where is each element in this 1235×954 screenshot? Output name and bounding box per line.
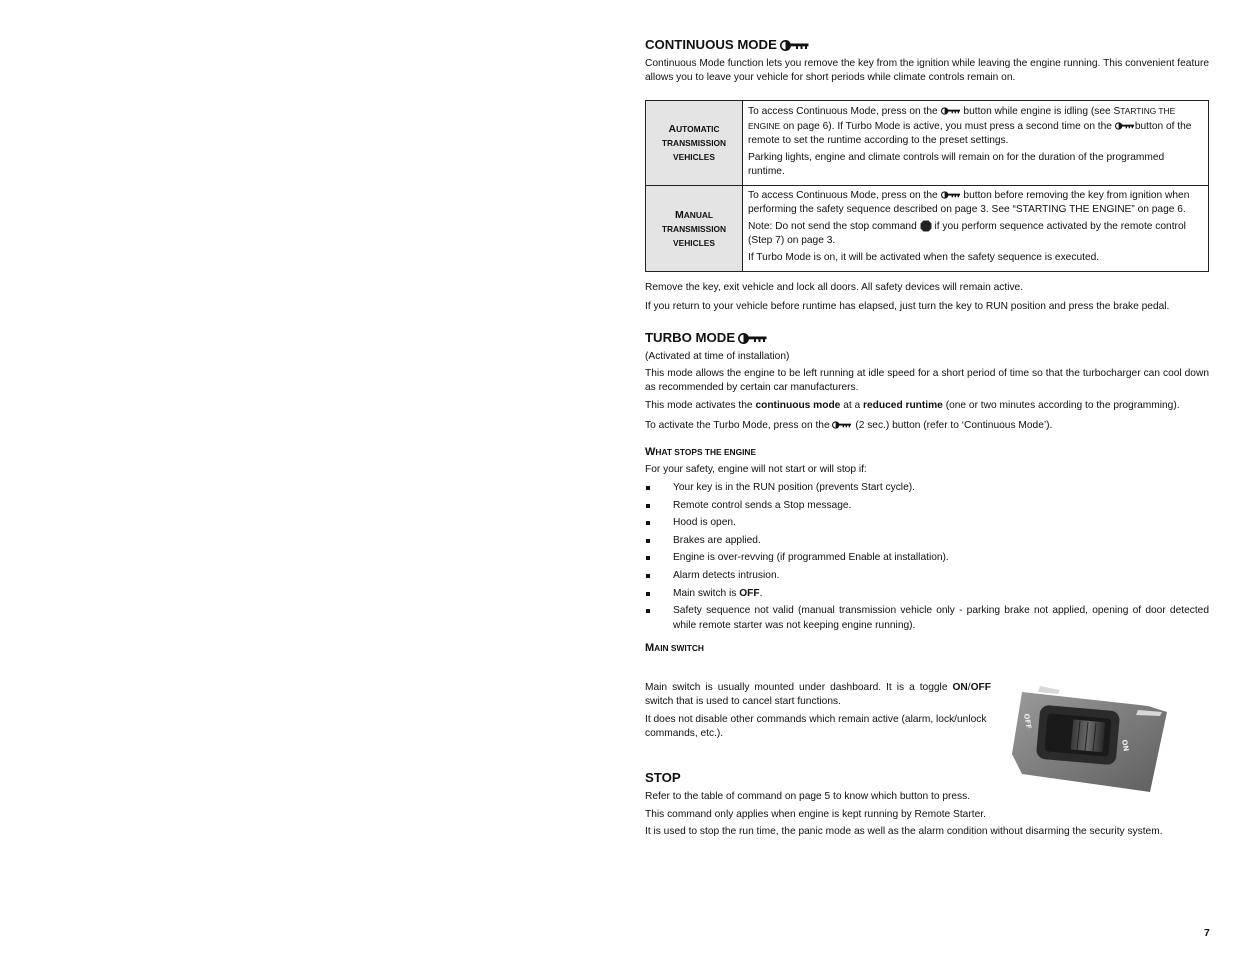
main-switch-photo [1010,684,1170,796]
list-item: Remote control sends a Stop message. [645,499,1209,513]
automatic-description: To access Continuous Mode, press on the button while engine is idling (see STARTING THE ENGINE on page 6). If Turbo Mode is active, you must press a second time on the button of the remote to set the runtime according to the preset settings. Parking lights, engine and climate controls will remain on for the duration of the programmed runtime. [743,101,1209,186]
list-item: Engine is over-revving (if programmed Enable at installation). [645,551,1209,565]
main-switch-p2: It does not disable other commands which remain active (alarm, lock/unlock commands, etc.). [645,714,987,740]
key-icon [941,107,961,115]
continuous-intro: Continuous Mode function lets you remove the key from the ignition while leaving the engine running. This convenient feature allows you to leave your vehicle for short periods while climate controls remain on. [645,58,1209,84]
turbo-p3: This mode activates the continuous mode at a reduced runtime (one or two minutes according to the programming). [645,400,1180,411]
page-number: 7 [1204,927,1210,939]
stop-p2: This command only applies when engine is kept running by Remote Starter. [645,809,986,820]
on-label: ON [1120,738,1130,752]
continuous-mode-table [645,100,1209,272]
key-icon [941,191,961,199]
automatic-label: AUTOMATIC TRANSMISSION VEHICLES [646,101,743,186]
turbo-p2: This mode allows the engine to be left running at idle speed for a short period of time so that the turbocharger can cool down as recommended by certain car manufacturers. [645,368,1209,394]
stop-p1: Refer to the table of command on page 5 to know which button to press. [645,791,971,802]
key-icon [832,421,852,429]
what-stops-intro: For your safety, engine will not start or will stop if: [645,464,867,475]
manual-label: MANUAL TRANSMISSION VEHICLES [646,186,743,272]
list-item: Brakes are applied. [645,534,1209,548]
manual-description: To access Continuous Mode, press on the button before removing the key from ignition when performing the safety sequence described on page 3. See “STARTING THE ENGINE” on page 6. Note: Do not send the stop command if you perform sequence activated by the remote control (Step 7) on page 3. If Turbo Mode is on, it will be activated when the safety sequence is executed. [743,186,1209,272]
main-switch-heading: MAIN SWITCH [645,642,704,654]
off-label: OFF [1022,712,1033,730]
what-stops-heading: WHAT STOPS THE ENGINE [645,446,757,458]
list-item: Your key is in the RUN position (prevents Start cycle). [645,481,1209,495]
turbo-p1: (Activated at time of installation) [645,351,790,362]
turbo-mode-heading: TURBO MODE [645,330,768,346]
list-item: Alarm detects intrusion. [645,569,1209,583]
list-item: Main switch is OFF. [645,587,1209,601]
stop-octagon-icon [920,220,932,232]
toggle-switch-illustration [1010,684,1170,796]
what-stops-list [645,481,1209,636]
stop-heading: STOP [645,770,681,785]
table-row-automatic [646,101,1209,186]
list-item: Hood is open. [645,516,1209,530]
key-icon [1115,122,1135,130]
list-item: Safety sequence not valid (manual transmission vehicle only - parking brake not applied, opening of door detected while remote starter was not keeping engine running). [645,604,1209,633]
key-icon [738,333,768,344]
key-icon [780,40,810,51]
turbo-p4: To activate the Turbo Mode, press on the (2 sec.) button (refer to ‘Continuous Mode’). [645,420,1053,431]
continuous-mode-heading: CONTINUOUS MODE [645,37,810,53]
table-row-manual [646,186,1209,272]
main-switch-p1: Main switch is usually mounted under dashboard. It is a toggle ON/OFF switch that is used to cancel start functions. [645,682,991,708]
after-table-p1: Remove the key, exit vehicle and lock all doors. All safety devices will remain active. [645,282,1024,293]
stop-p3: It is used to stop the run time, the panic mode as well as the alarm condition without disarming the security system. [645,826,1163,837]
after-table-p2: If you return to your vehicle before runtime has elapsed, just turn the key to RUN position and press the brake pedal. [645,301,1170,312]
